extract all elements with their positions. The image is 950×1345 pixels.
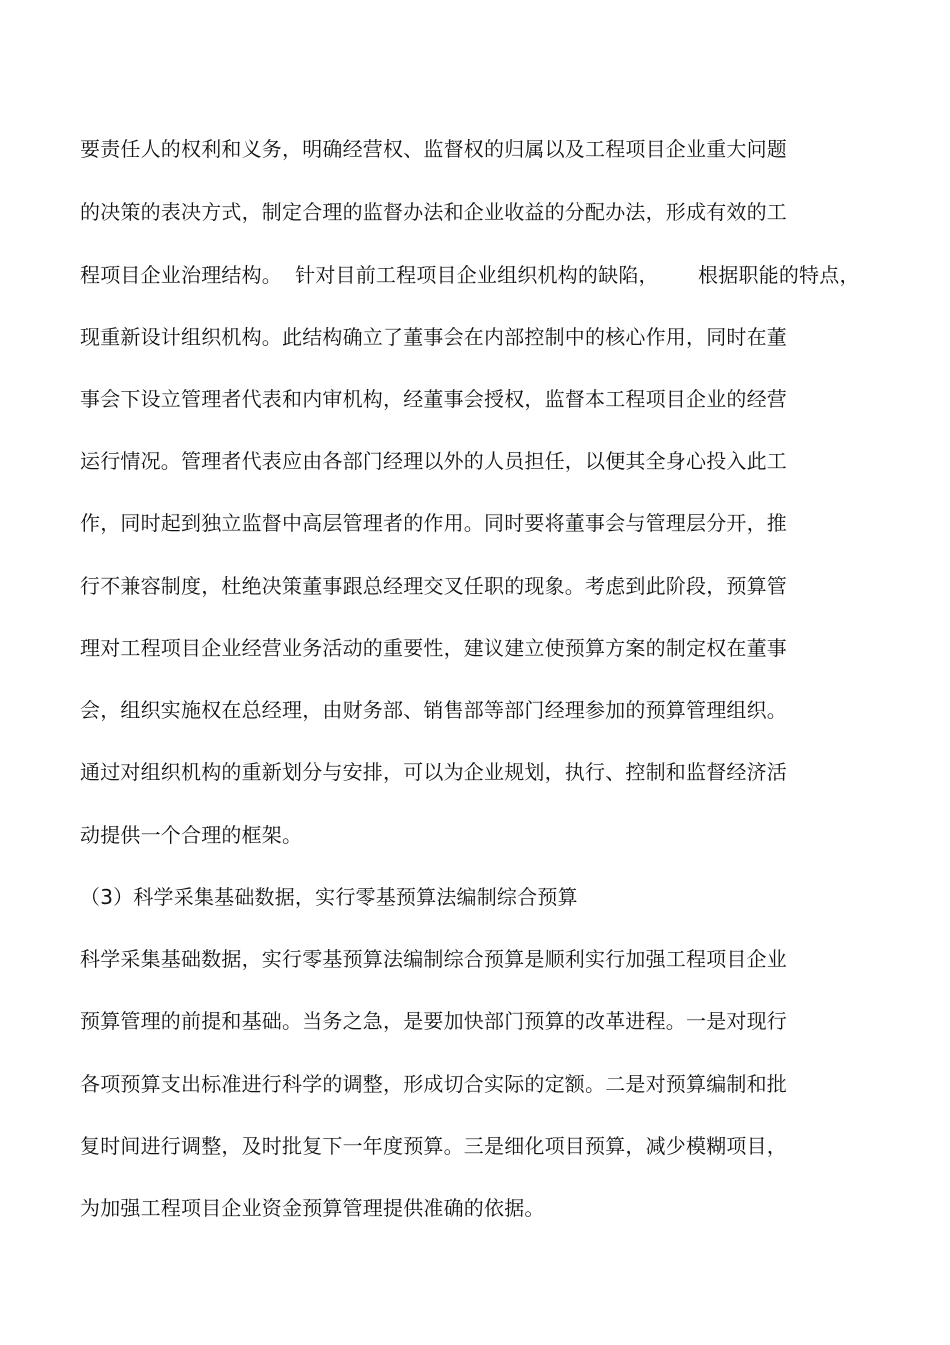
text-line: 要责任人的权利和义务，明确经营权、监督权的归属以及工程项目企业重大问题	[80, 137, 787, 161]
section-heading: （3）科学采集基础数据，实行零基预算法编制综合预算	[80, 885, 578, 909]
text-line: 程项目企业治理结构。 针对目前工程项目企业组织机构的缺陷， 根据职能的特点，	[80, 263, 860, 287]
text-line: 预算管理的前提和基础。当务之急，是要加快部门预算的改革进程。一是对现行	[80, 1009, 787, 1033]
text-line: 作，同时起到独立监督中高层管理者的作用。同时要将董事会与管理层分开，推	[80, 511, 787, 535]
text-line: 理对工程项目企业经营业务活动的重要性，建议建立使预算方案的制定权在董事	[80, 636, 787, 660]
text-line: 行不兼容制度，杜绝决策董事跟总经理交叉任职的现象。考虑到此阶段，预算管	[80, 574, 787, 598]
text-line: 会，组织实施权在总经理，由财务部、销售部等部门经理参加的预算管理组织。	[80, 698, 787, 722]
text-line: 科学采集基础数据，实行零基预算法编制综合预算是顺利实行加强工程项目企业	[80, 947, 787, 971]
text-line: 为加强工程项目企业资金预算管理提供准确的依据。	[80, 1196, 545, 1220]
text-line: 现重新设计组织机构。此结构确立了董事会在内部控制中的核心作用，同时在董	[80, 325, 787, 349]
text-line: 的决策的表决方式，制定合理的监督办法和企业收益的分配办法，形成有效的工	[80, 200, 787, 224]
text-line: 事会下设立管理者代表和内审机构，经董事会授权，监督本工程项目企业的经营	[80, 387, 787, 411]
text-line: 动提供一个合理的框架。	[80, 823, 303, 847]
text-line: 通过对组织机构的重新划分与安排，可以为企业规划，执行、控制和监督经济活	[80, 760, 787, 784]
text-line: 各项预算支出标准进行科学的调整，形成切合实际的定额。二是对预算编制和批	[80, 1072, 787, 1096]
text-line: 复时间进行调整，及时批复下一年度预算。三是细化项目预算，减少模糊项目，	[80, 1134, 787, 1158]
text-line: 运行情况。管理者代表应由各部门经理以外的人员担任，以便其全身心投入此工	[80, 449, 787, 473]
